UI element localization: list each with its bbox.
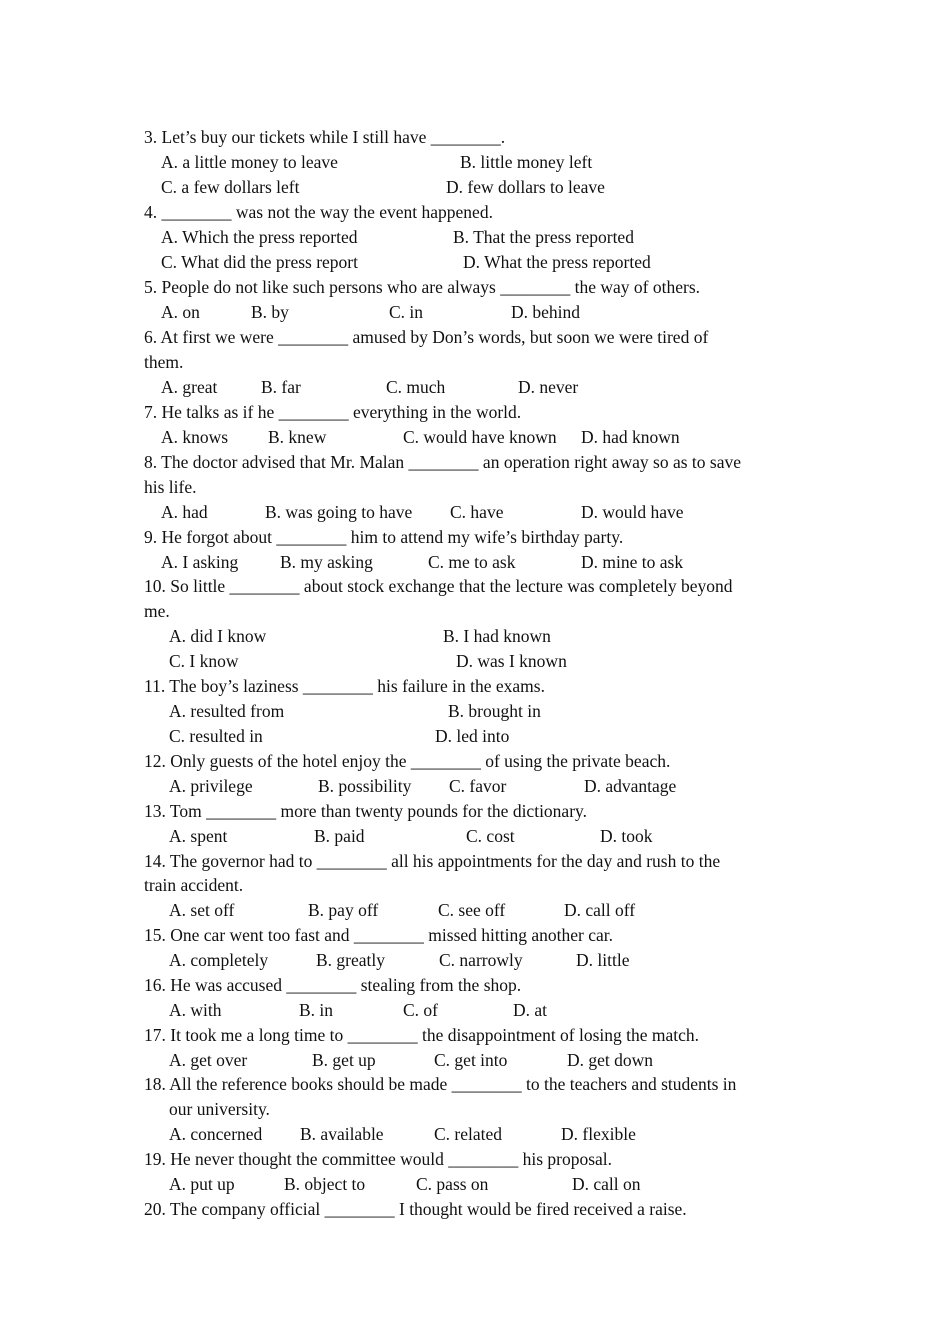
question-14-option-d: D. call off: [564, 900, 636, 920]
question-18-option-d: D. flexible: [561, 1124, 636, 1144]
question-7-option-a: A. knows: [161, 427, 229, 447]
question-4-option-c: C. What did the press report: [161, 252, 358, 272]
question-10-option-a: A. did I know: [169, 626, 267, 646]
question-8-stem-continued: his life.: [144, 477, 197, 497]
question-16-option-b: B. in: [299, 1000, 334, 1020]
question-18-stem: 18. All the reference books should be made ________ to the teachers and students in: [144, 1074, 737, 1094]
question-8-option-c: C. have: [450, 502, 504, 522]
question-15-stem: 15. One car went too fast and ________ missed hitting another car.: [144, 925, 613, 945]
question-8-option-b: B. was going to have: [265, 502, 413, 522]
question-4-option-a: A. Which the press reported: [161, 227, 358, 247]
question-19-stem: 19. He never thought the committee would ________ his proposal.: [144, 1149, 613, 1169]
question-3-stem: 3. Let’s buy our tickets while I still have ________.: [144, 127, 506, 147]
question-10-stem: 10. So little ________ about stock exchange that the lecture was completely beyond: [144, 576, 733, 596]
question-8-option-d: D. would have: [581, 502, 684, 522]
question-8-option-a: A. had: [161, 502, 208, 522]
question-16-option-d: D. at: [513, 1000, 548, 1020]
question-4-option-d: D. What the press reported: [463, 252, 651, 272]
question-15-option-b: B. greatly: [316, 950, 386, 970]
question-9-stem: 9. He forgot about ________ him to attend my wife’s birthday party.: [144, 527, 624, 547]
question-6-option-a: A. great: [161, 377, 218, 397]
question-17-stem: 17. It took me a long time to ________ the disappointment of losing the match.: [144, 1025, 700, 1045]
question-18-option-a: A. concerned: [169, 1124, 263, 1144]
question-18-option-c: C. related: [434, 1124, 503, 1144]
question-6-option-b: B. far: [261, 377, 301, 397]
question-5-option-a: A. on: [161, 302, 200, 322]
question-19-option-a: A. put up: [169, 1174, 235, 1194]
question-8-stem: 8. The doctor advised that Mr. Malan ________ an operation right away so as to save: [144, 452, 741, 472]
question-19-option-d: D. call on: [572, 1174, 641, 1194]
question-4-option-b: B. That the press reported: [453, 227, 634, 247]
question-19-option-c: C. pass on: [416, 1174, 489, 1194]
question-3-option-b: B. little money left: [460, 152, 593, 172]
question-5-stem: 5. People do not like such persons who are always ________ the way of others.: [144, 277, 701, 297]
question-15-option-c: C. narrowly: [439, 950, 523, 970]
question-6-option-c: C. much: [386, 377, 446, 397]
question-11-option-b: B. brought in: [448, 701, 541, 721]
question-17-option-a: A. get over: [169, 1050, 248, 1070]
question-10-option-c: C. I know: [169, 651, 239, 671]
question-4-stem: 4. ________ was not the way the event happened.: [144, 202, 493, 222]
question-14-stem-continued: train accident.: [144, 875, 244, 895]
question-3-option-c: C. a few dollars left: [161, 177, 300, 197]
question-13-stem: 13. Tom ________ more than twenty pounds for the dictionary.: [144, 801, 588, 821]
question-14-option-b: B. pay off: [308, 900, 379, 920]
question-6-stem: 6. At first we were ________ amused by Don’s words, but soon we were tired of: [144, 327, 709, 347]
question-14-option-c: C. see off: [438, 900, 506, 920]
question-12-option-b: B. possibility: [318, 776, 412, 796]
question-12-option-c: C. favor: [449, 776, 507, 796]
question-11-option-a: A. resulted from: [169, 701, 285, 721]
question-13-option-b: B. paid: [314, 826, 365, 846]
question-12-option-a: A. privilege: [169, 776, 253, 796]
question-16-stem: 16. He was accused ________ stealing from the shop.: [144, 975, 522, 995]
question-9-option-a: A. I asking: [161, 552, 239, 572]
question-7-option-c: C. would have known: [403, 427, 557, 447]
question-9-option-c: C. me to ask: [428, 552, 516, 572]
question-13-option-a: A. spent: [169, 826, 228, 846]
question-11-option-d: D. led into: [435, 726, 510, 746]
question-9-option-d: D. mine to ask: [581, 552, 684, 572]
question-13-option-d: D. took: [600, 826, 653, 846]
question-18-option-b: B. available: [300, 1124, 384, 1144]
question-6-stem-continued: them.: [144, 352, 184, 372]
question-5-option-c: C. in: [389, 302, 424, 322]
question-11-stem: 11. The boy’s laziness ________ his failure in the exams.: [144, 676, 545, 696]
question-15-option-d: D. little: [576, 950, 630, 970]
question-5-option-b: B. by: [251, 302, 289, 322]
question-19-option-b: B. object to: [284, 1174, 366, 1194]
question-16-option-c: C. of: [403, 1000, 438, 1020]
question-16-option-a: A. with: [169, 1000, 222, 1020]
question-17-option-d: D. get down: [567, 1050, 654, 1070]
question-7-option-d: D. had known: [581, 427, 680, 447]
question-5-option-d: D. behind: [511, 302, 581, 322]
question-13-option-c: C. cost: [466, 826, 515, 846]
question-12-stem: 12. Only guests of the hotel enjoy the ________ of using the private beach.: [144, 751, 671, 771]
question-6-option-d: D. never: [518, 377, 579, 397]
question-14-stem: 14. The governor had to ________ all his appointments for the day and rush to the: [144, 851, 721, 871]
question-18-stem-continued: our university.: [169, 1099, 270, 1119]
question-10-option-d: D. was I known: [456, 651, 567, 671]
question-17-option-b: B. get up: [312, 1050, 376, 1070]
question-3-option-a: A. a little money to leave: [161, 152, 338, 172]
question-9-option-b: B. my asking: [280, 552, 373, 572]
question-10-option-b: B. I had known: [443, 626, 551, 646]
question-11-option-c: C. resulted in: [169, 726, 263, 746]
question-3-option-d: D. few dollars to leave: [446, 177, 605, 197]
question-12-option-d: D. advantage: [584, 776, 677, 796]
question-7-stem: 7. He talks as if he ________ everything in the world.: [144, 402, 522, 422]
question-7-option-b: B. knew: [268, 427, 327, 447]
question-15-option-a: A. completely: [169, 950, 269, 970]
question-14-option-a: A. set off: [169, 900, 235, 920]
question-20-stem: 20. The company official ________ I thought would be fired received a raise.: [144, 1199, 687, 1219]
question-17-option-c: C. get into: [434, 1050, 508, 1070]
question-10-stem-continued: me.: [144, 601, 170, 621]
